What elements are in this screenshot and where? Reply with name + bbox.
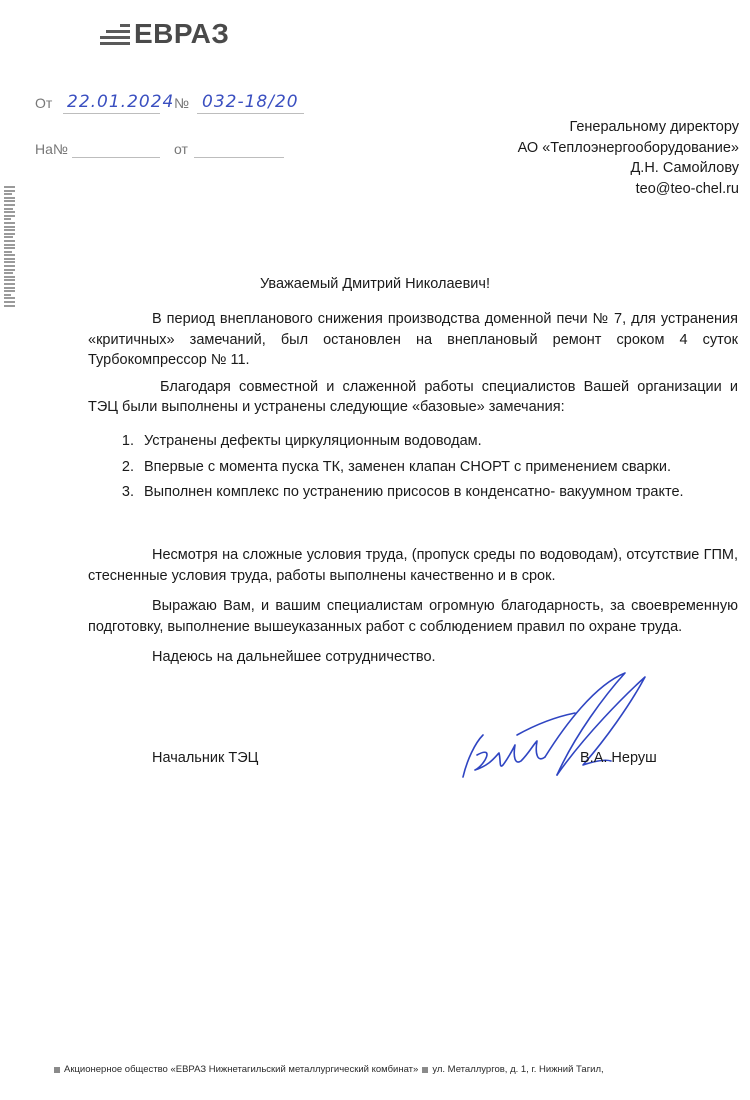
paragraph-4: Выражаю Вам, и вашим специалистам огромную благодарность, за своевременную подготовку, выполнение вышеуказанных работ с соблюдением правил по охране труда. — [88, 598, 738, 635]
footer-company: Акционерное общество «ЕВРАЗ Нижнетагильский металлургический комбинат» — [64, 1064, 419, 1075]
remarks-list — [88, 431, 738, 508]
greeting: Уважаемый Дмитрий Николаевич! — [260, 276, 490, 292]
logo-stripes-icon — [100, 23, 130, 45]
ref-from-label: от — [174, 141, 188, 157]
addressee-block — [518, 117, 739, 199]
list-item-text: Впервые с момента пуска ТК, заменен клапан СНОРТ с применением сварки. — [144, 458, 672, 475]
addressee-line: АО «Теплоэнергооборудование» — [517, 139, 739, 156]
list-item — [88, 457, 738, 478]
list-item — [88, 482, 738, 503]
list-item-number: 2. — [121, 458, 134, 475]
list-item-text: Выполнен комплекс по устранению присосов в конденсатно- вакуумном тракте. — [144, 484, 684, 500]
footer — [50, 1064, 604, 1075]
list-item-text: Устранены дефекты циркуляционным водоводам. — [144, 433, 482, 449]
from-date-line — [63, 113, 160, 114]
ref-label: На№ — [35, 141, 68, 157]
paragraph-5: Надеюсь на дальнейшее сотрудничество. — [152, 649, 436, 665]
from-label: От — [35, 95, 53, 111]
paragraph-1: В период внепланового снижения производства доменной печи № 7, для устранения «критичных» замечаний, был остановлен на внеплановый ремонт сроком 4 суток Турбокомпрессор № 11. — [88, 311, 738, 368]
addressee-line: Генеральному директору — [569, 119, 739, 135]
addressee-email: teo@teo-chel.ru — [635, 180, 739, 197]
footer-bullet-icon — [422, 1067, 428, 1073]
letter-body-bottom — [88, 545, 738, 668]
number-line — [197, 113, 304, 114]
number-value: 032-18/20 — [202, 92, 299, 112]
handwritten-signature — [455, 665, 655, 785]
company-logo — [100, 20, 229, 48]
number-label: № — [174, 95, 190, 111]
list-item-number: 1. — [121, 433, 134, 449]
ref-line — [72, 157, 160, 158]
list-item — [88, 431, 738, 452]
from-date: 22.01.2024 — [67, 92, 175, 112]
footer-bullet-icon — [54, 1067, 60, 1073]
paragraph-2: Благодаря совместной и слаженной работы специалистов Вашей организации и ТЭЦ были выполнены и устранены следующие «базовые» замечания: — [88, 378, 738, 415]
footer-address: ул. Металлургов, д. 1, г. Нижний Тагил, — [432, 1064, 604, 1075]
addressee-line: Д.Н. Самойлову — [630, 160, 739, 176]
letter-body-top — [88, 309, 738, 418]
logo-text: ЕВРАЗ — [134, 18, 230, 49]
list-item-number: 3. — [121, 484, 134, 500]
signatory-name: В.А. Неруш — [580, 750, 657, 766]
paragraph-3: Несмотря на сложные условия труда, (пропуск среды по водоводам), отсутствие ГПМ, стесненные условия труда, работы выполнены качественно и в срок. — [88, 547, 738, 584]
barcode-strip — [4, 186, 15, 314]
signatory-title: Начальник ТЭЦ — [152, 750, 259, 766]
ref-from-line — [194, 157, 284, 158]
